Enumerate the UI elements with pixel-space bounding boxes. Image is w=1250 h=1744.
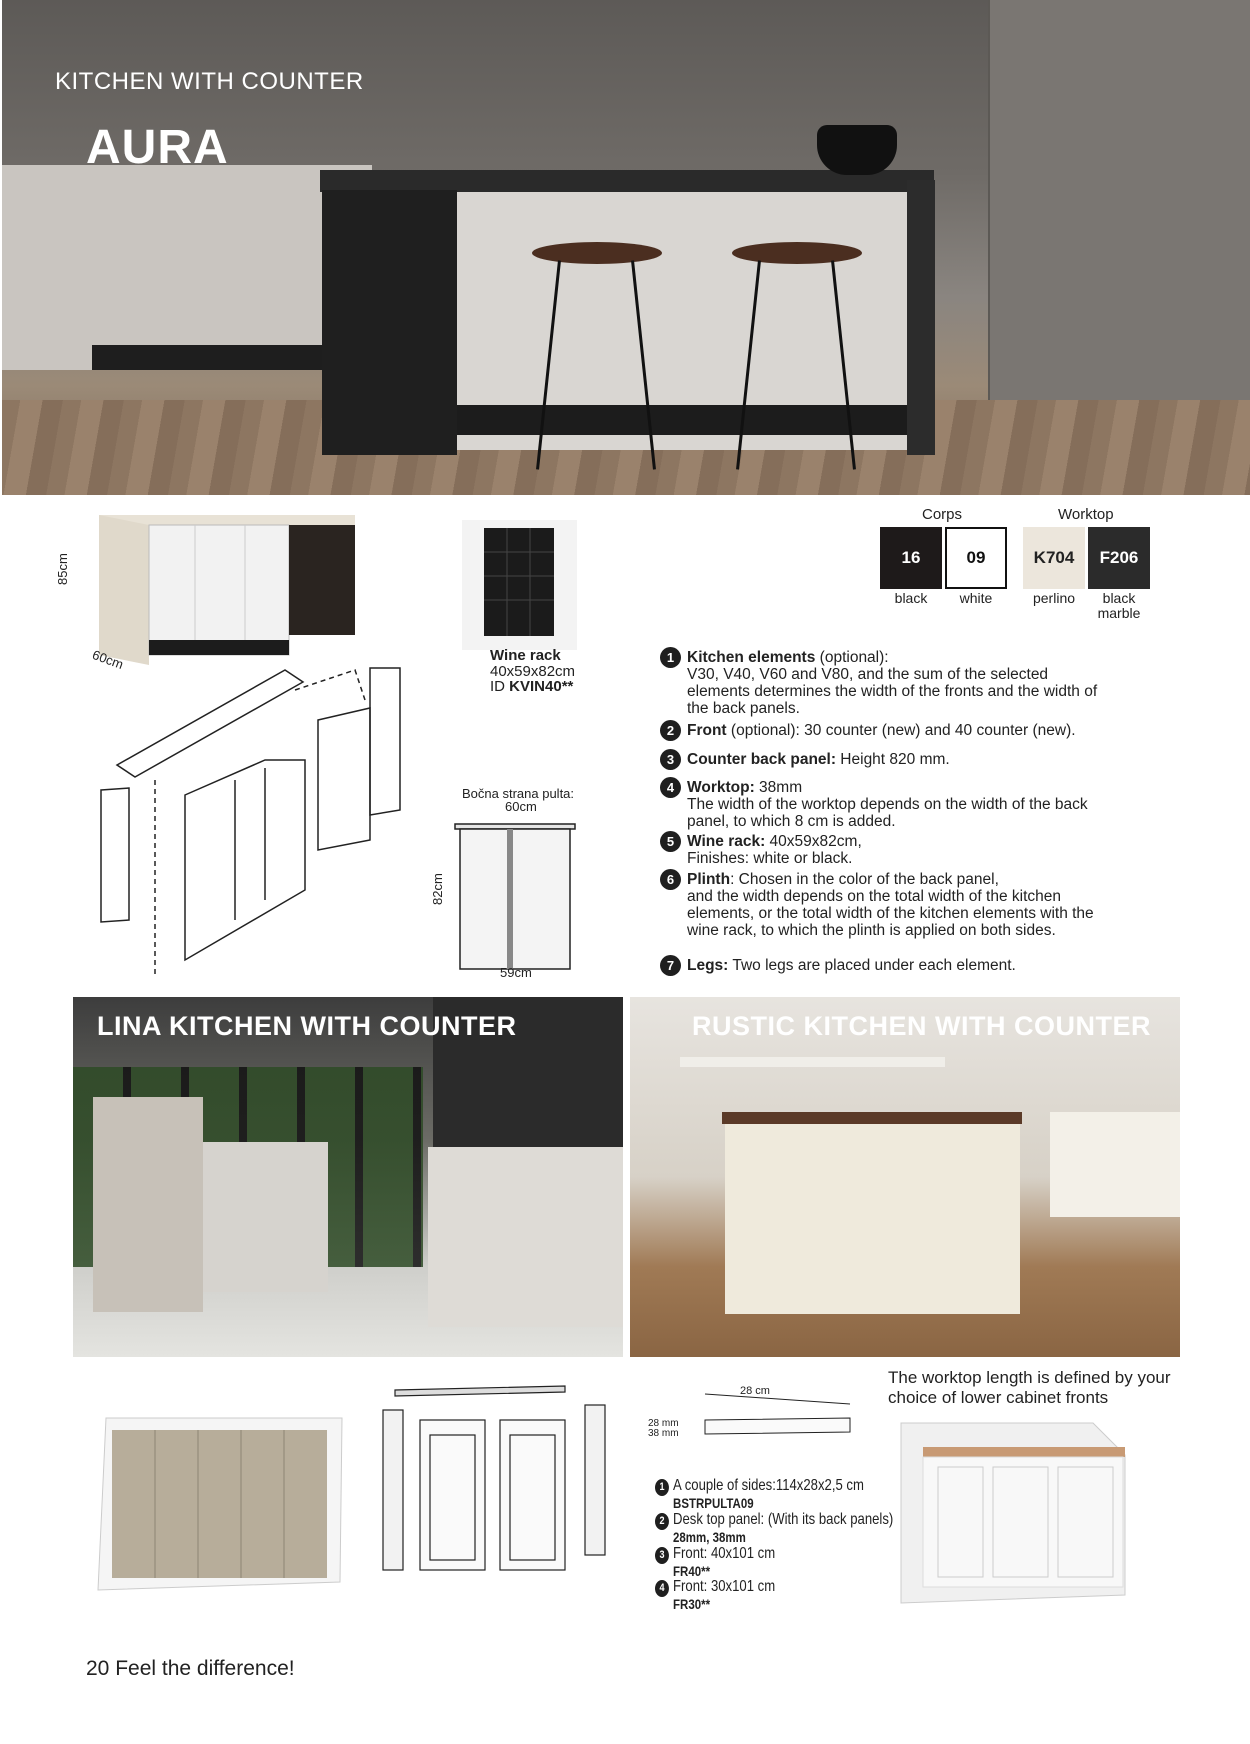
number-badge: 6 [660, 869, 681, 890]
spec-rest: (optional): [815, 649, 889, 666]
part-code: 28mm, 38mm [673, 1528, 746, 1545]
swatch-label-f206: black marble [1097, 590, 1141, 621]
rustic-part-4 [655, 1579, 775, 1611]
number-badge: 3 [660, 749, 681, 770]
part-detail: (With its back panels) [764, 1511, 894, 1528]
wine-rack-name: Wine rack [490, 647, 561, 664]
spec-rest: Two legs are placed under each element. [728, 957, 1016, 974]
rustic-part-2 [655, 1512, 893, 1544]
spec-item-4 [660, 779, 1100, 830]
side-panel-diagram [440, 812, 590, 972]
lina-title: LINA KITCHEN WITH COUNTER [97, 1011, 517, 1041]
part-code: FR40** [673, 1562, 711, 1579]
hero-subtitle: KITCHEN WITH COUNTER [55, 68, 364, 95]
rustic-exploded-diagram [375, 1380, 635, 1585]
wine-rack-caption [490, 648, 575, 695]
part-code: BSTRPULTA09 [673, 1494, 754, 1511]
worktop-dim-thickness: 28 mm 38 mm [648, 1418, 679, 1439]
lina-photo [73, 997, 623, 1357]
part-detail: 114x28x2,5 cm [775, 1477, 864, 1494]
spec-text [687, 957, 1100, 974]
spec-title: Counter back panel: [687, 751, 836, 768]
swatch-label-k704: perlino [1032, 590, 1076, 606]
spec-item-2 [660, 722, 1100, 739]
spec-rest: 40x59x82cm, [765, 833, 862, 850]
corps-label: Corps [922, 506, 963, 523]
spec-title: Worktop: [687, 779, 755, 796]
spec-rest: (optional): 30 counter (new) and 40 counter (new). [726, 722, 1076, 739]
spec-item-6 [660, 871, 1100, 939]
part-detail: 30x101 cm [707, 1578, 776, 1595]
number-badge: 7 [660, 955, 681, 976]
swatch-k704: K704 [1023, 527, 1085, 589]
spec-rest: Height 820 mm. [836, 751, 950, 768]
lina-counter-image [92, 1412, 344, 1592]
spec-body: V30, V40, V60 and V80, and the sum of the selected elements determines the width of the fronts and the width of the back panels. [687, 666, 1098, 717]
swatch-label-16: black [894, 590, 928, 606]
page-number: 20 [86, 1657, 110, 1680]
spec-item-7 [660, 957, 1100, 974]
number-badge: 4 [655, 1580, 669, 1597]
number-badge: 5 [660, 831, 681, 852]
spec-title: Plinth [687, 871, 731, 888]
footer-tagline: Feel the difference! [115, 1657, 295, 1680]
spec-text [687, 751, 1100, 768]
spec-title: Front [687, 722, 727, 739]
side-depth-label: 59cm [500, 965, 532, 980]
number-badge: 1 [655, 1479, 669, 1496]
counter-product-illustration [85, 515, 360, 675]
spec-body: The width of the worktop depends on the width of the back panel, to which 8 cm is added. [687, 796, 1088, 830]
number-badge: 2 [660, 720, 681, 741]
spec-text [687, 833, 1100, 867]
spec-title: Kitchen elements [687, 649, 816, 666]
exploded-diagram [95, 660, 435, 985]
spec-text [687, 649, 1100, 717]
number-badge: 2 [655, 1513, 669, 1530]
spec-body: and the width depends on the total width of the kitchen elements, or the total width of the kitchen elements with the wine rack, to which the plinth is applied on both sides. [687, 888, 1094, 939]
dim-height-label: 85cm [55, 553, 70, 585]
spec-item-1 [660, 649, 1100, 717]
swatch-label-09: white [959, 590, 993, 606]
part-title: A couple of sides: [673, 1477, 776, 1494]
number-badge: 4 [660, 777, 681, 798]
wine-rack-image [462, 520, 577, 650]
spec-rest: 38mm [754, 779, 803, 796]
number-badge: 3 [655, 1547, 669, 1564]
rustic-part-1 [655, 1478, 864, 1510]
spec-item-5 [660, 833, 1100, 867]
worktop-label: Worktop [1058, 506, 1114, 523]
part-title: Desk top panel: [673, 1511, 765, 1528]
spec-text [687, 871, 1100, 939]
part-title: Front: [673, 1578, 708, 1595]
part-title: Front: [673, 1545, 708, 1562]
spec-rest: : Chosen in the color of the back panel, [730, 871, 999, 888]
number-badge: 1 [660, 647, 681, 668]
rustic-title: RUSTIC KITCHEN WITH COUNTER [692, 1011, 1151, 1041]
spec-body: Finishes: white or black. [687, 850, 853, 867]
wine-rack-size: 40x59x82cm [490, 662, 576, 680]
worktop-dim-top: 28 cm [740, 1385, 770, 1397]
hero-title: AURA [86, 121, 229, 174]
side-height-label: 82cm [430, 873, 445, 905]
page-footer [86, 1657, 295, 1681]
spec-text [687, 722, 1100, 739]
rustic-part-3 [655, 1546, 775, 1578]
spec-item-3 [660, 751, 1100, 768]
wine-rack-id: ID KVIN40** [490, 678, 574, 695]
rustic-photo [630, 997, 1180, 1357]
swatch-16: 16 [880, 527, 942, 589]
part-detail: 40x101 cm [707, 1545, 776, 1562]
dim-depth-label: 60cm [90, 647, 126, 672]
spec-title: Legs: [687, 957, 729, 974]
part-code: FR30** [673, 1595, 711, 1612]
swatch-f206: F206 [1088, 527, 1150, 589]
rustic-counter-image [893, 1415, 1138, 1605]
rustic-note: The worktop length is defined by your choice of lower cabinet fronts [888, 1368, 1171, 1407]
swatch-09: 09 [945, 527, 1007, 589]
spec-title: Wine rack: [687, 833, 766, 850]
side-panel-label: Bočna strana pulta: [462, 786, 575, 801]
spec-text [687, 779, 1100, 830]
side-width-label: 60cm [505, 799, 537, 814]
